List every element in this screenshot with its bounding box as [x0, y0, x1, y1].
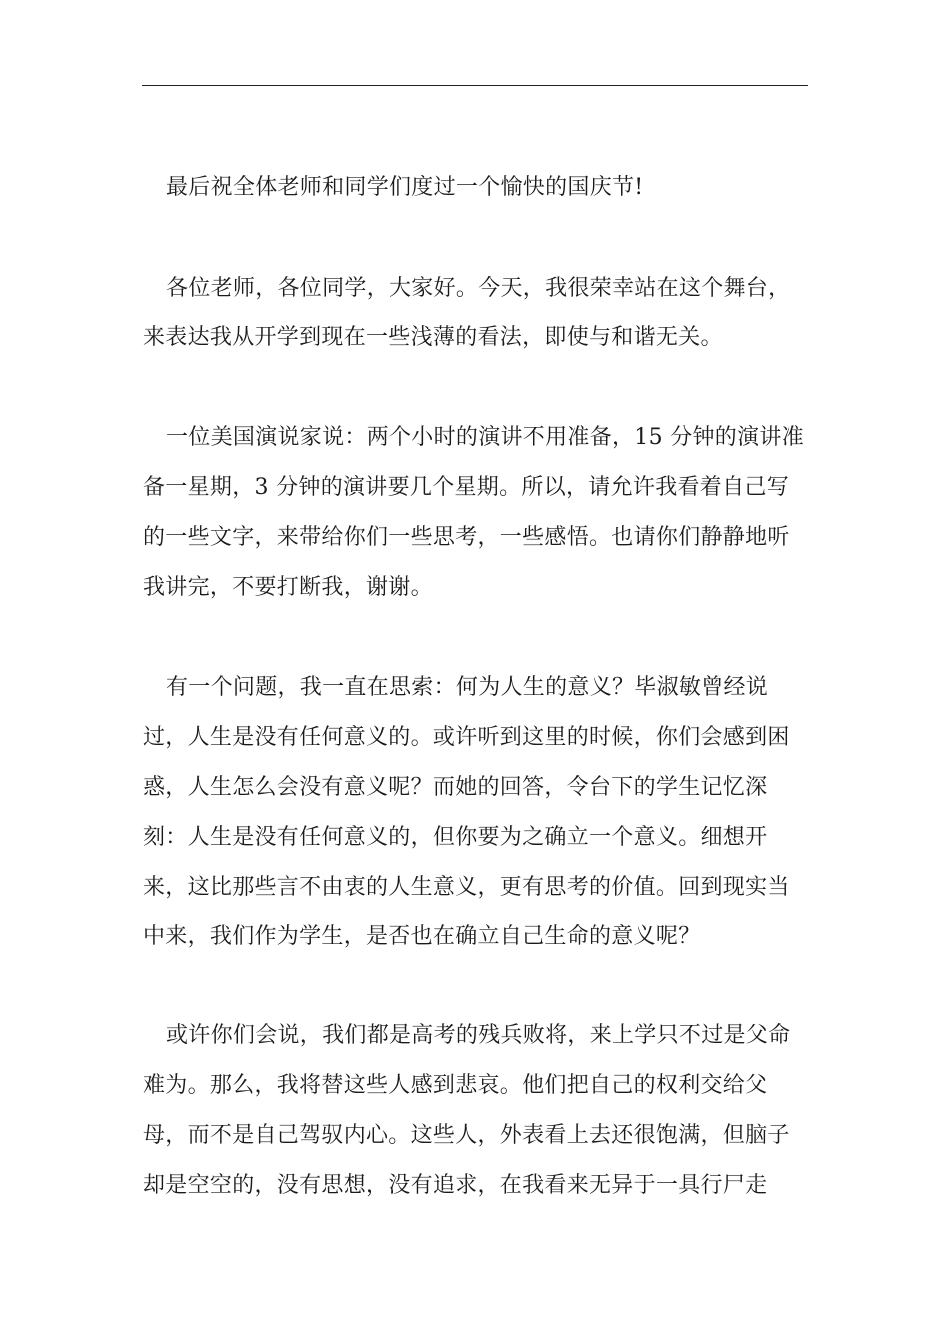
paragraph-4-line-2: 过，人生是没有任何意义的。或许听到这里的时候，你们会感到困 [143, 725, 790, 750]
paragraph-3-line-3: 的一些文字，来带给你们一些思考，一些感悟。也请你们静静地听 [143, 525, 790, 550]
paragraph-5-line-4: 却是空空的，没有思想，没有追求，在我看来无异于一具行尸走 [143, 1173, 768, 1198]
paragraph-5-line-2: 难为。那么，我将替这些人感到悲哀。他们把自己的权利交给父 [143, 1073, 768, 1098]
paragraph-5-line-1: 或许你们会说，我们都是高考的残兵败将，来上学只不过是父命 [166, 1023, 791, 1048]
paragraph-2-line-1: 各位老师，各位同学，大家好。今天，我很荣幸站在这个舞台， [166, 276, 791, 301]
paragraph-3-line-2: 备一星期，3 分钟的演讲要几个星期。所以，请允许我看着自己写 [143, 475, 789, 500]
paragraph-1-line-1: 最后祝全体老师和同学们度过一个愉快的国庆节! [166, 175, 644, 200]
paragraph-4-line-3: 惑，人生怎么会没有意义呢？而她的回答，令台下的学生记忆深 [143, 775, 768, 800]
paragraph-3-line-1: 一位美国演说家说：两个小时的演讲不用准备，15 分钟的演讲准 [166, 425, 804, 450]
paragraph-4-line-4: 刻：人生是没有任何意义的，但你要为之确立一个意义。细想开 [143, 825, 768, 850]
paragraph-2-line-2: 来表达我从开学到现在一些浅薄的看法，即使与和谐无关。 [143, 325, 723, 350]
paragraph-3-line-4: 我讲完，不要打断我，谢谢。 [143, 575, 433, 600]
paragraph-5-line-3: 母，而不是自己驾驭内心。这些人，外表看上去还很饱满，但脑子 [143, 1123, 790, 1148]
header-rule [142, 85, 808, 86]
paragraph-4-line-6: 中来，我们作为学生，是否也在确立自己生命的意义呢？ [143, 924, 701, 949]
paragraph-4-line-5: 来，这比那些言不由衷的人生意义，更有思考的价值。回到现实当 [143, 875, 790, 900]
paragraph-4-line-1: 有一个问题，我一直在思索：何为人生的意义？毕淑敏曾经说 [166, 675, 769, 700]
